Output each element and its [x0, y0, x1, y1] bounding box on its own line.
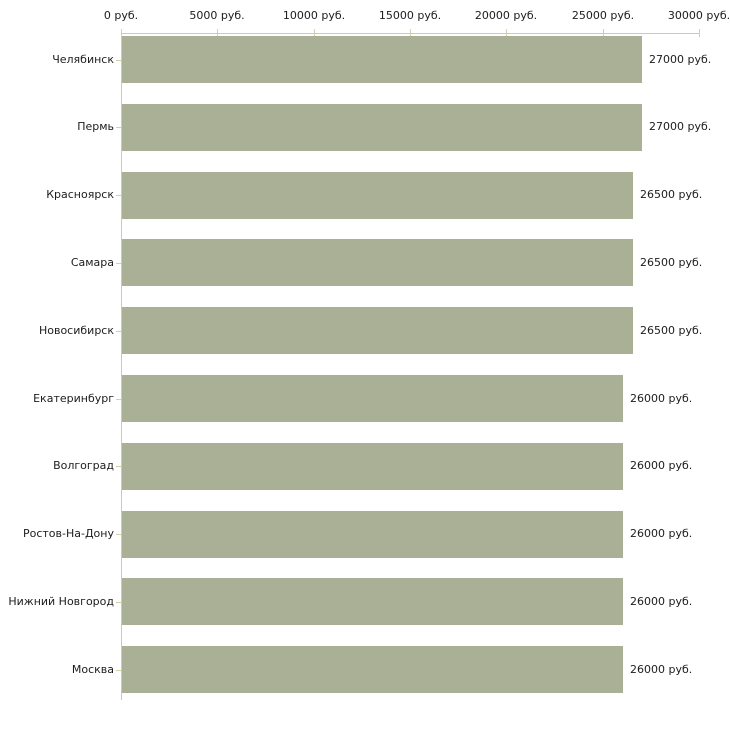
category-label: Новосибирск [38, 324, 114, 337]
x-axis-tick-label: 15000 руб. [378, 9, 442, 22]
x-axis-tick-label: 5000 руб. [189, 9, 245, 22]
bar [122, 646, 623, 693]
value-label: 27000 руб. [649, 120, 712, 133]
y-axis-tick [116, 60, 121, 61]
x-axis-tick-label: 25000 руб. [571, 9, 635, 22]
category-label: Нижний Новгород [8, 595, 114, 608]
y-axis-tick [116, 466, 121, 467]
value-label: 26000 руб. [630, 663, 693, 676]
value-label: 26000 руб. [630, 459, 693, 472]
y-axis-tick [116, 670, 121, 671]
category-label: Красноярск [46, 188, 114, 201]
bar [122, 36, 642, 83]
category-label: Ростов-На-Дону [22, 527, 114, 540]
category-label: Самара [70, 256, 114, 269]
y-axis-tick [116, 263, 121, 264]
category-label: Пермь [77, 120, 114, 133]
value-label: 26000 руб. [630, 392, 693, 405]
bar [122, 511, 623, 558]
bar [122, 375, 623, 422]
x-axis-tick-label: 30000 руб. [667, 9, 730, 22]
y-axis-tick [116, 602, 121, 603]
value-label: 26000 руб. [630, 527, 693, 540]
y-axis-tick [116, 399, 121, 400]
bar [122, 239, 633, 286]
bar [122, 104, 642, 151]
bar [122, 443, 623, 490]
value-label: 26000 руб. [630, 595, 693, 608]
bar [122, 578, 623, 625]
value-label: 26500 руб. [640, 324, 703, 337]
value-label: 26500 руб. [640, 256, 703, 269]
y-axis-tick [116, 195, 121, 196]
x-axis-tick-label: 0 руб. [103, 9, 139, 22]
x-axis-tick [699, 29, 700, 37]
category-label: Екатеринбург [33, 392, 114, 405]
y-axis-tick [116, 127, 121, 128]
category-label: Волгоград [53, 459, 114, 472]
y-axis-tick [116, 534, 121, 535]
bar [122, 307, 633, 354]
x-axis-tick-label: 10000 руб. [282, 9, 346, 22]
category-label: Москва [71, 663, 114, 676]
bar [122, 172, 633, 219]
value-label: 26500 руб. [640, 188, 703, 201]
value-label: 27000 руб. [649, 53, 712, 66]
y-axis-tick [116, 331, 121, 332]
category-label: Челябинск [52, 53, 114, 66]
x-axis-tick-label: 20000 руб. [474, 9, 538, 22]
